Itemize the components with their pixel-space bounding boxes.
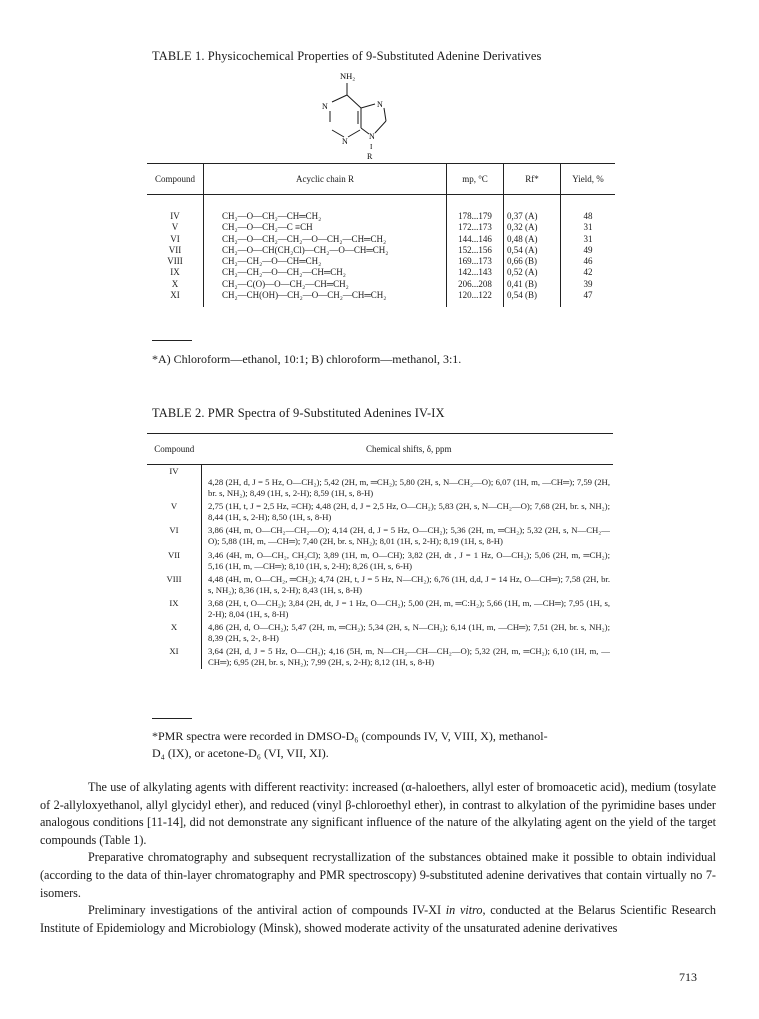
chain-cell: CH₂—CH(OH)—CH₂—O—CH₂—CH═CH₂ (204, 290, 447, 307)
rf-cell: 0,37 (A) (504, 195, 561, 223)
compound-cell: IV (147, 195, 204, 223)
shifts-cell: 4,86 (2H, d, O—CH₂); 5,47 (2H, m, ═CH₂); 5,34 (2H, s, N—CH₂); 6,14 (1H, m, —CH═); 7,51 (2H, br. s, NH₂); 8,39 (2H, s, 2-, 8-H) (208, 622, 610, 644)
compound-cell: X (147, 279, 204, 290)
r-substituent-label: R (367, 152, 373, 161)
chain-cell: CH₂—O—CH₂—CH═CH₂ (204, 195, 447, 223)
compound-cell: XI (147, 644, 202, 668)
table1-caption: TABLE 1. Physicochemical Properties of 9-Substituted Adenine Derivatives (152, 49, 542, 63)
table2-footnote-line2: D₄ (IX), or acetone-D₆ (VI, VII, XI). (152, 746, 329, 760)
table-row (147, 256, 615, 267)
table2-footnote (152, 728, 548, 762)
compound-cell: VIII (147, 572, 202, 596)
footnote-divider (152, 340, 192, 341)
table-row (147, 596, 613, 620)
shifts-cell: 3,86 (4H, m, O—CH₂—CH₂—O); 4,14 (2H, d, J = 5 Hz, O—CH₂); 5,36 (2H, m, ═CH₂); 5,32 (2H, s, N—CH₂—O); 5,88 (1H, m, —CH═); 7,40 (2H, br. s, NH₂); 8,01 (1H, s, 2-H); 8,19 (1H, s, 8-H) (208, 525, 610, 547)
yield-cell: 42 (583, 267, 593, 278)
compound-cell: X (147, 620, 202, 644)
para3-italic: in vitro (445, 903, 483, 918)
compound-cell: V (147, 222, 204, 233)
table1-header-rf: Rf* (504, 164, 561, 195)
compound-cell: VI (147, 523, 202, 547)
rf-cell: 0,32 (A) (504, 222, 561, 233)
mp-cell: 172...173 (447, 222, 504, 233)
table-row (147, 523, 613, 547)
compound-cell: IX (147, 267, 204, 278)
rf-cell: 0,54 (A) (504, 245, 561, 256)
mp-cell: 206...208 (447, 279, 504, 290)
table1-header-yield: Yield, % (561, 164, 616, 195)
body-paragraph-2: Preparative chromatography and subsequent recrystallization of the substances obtained make it possible to obtain individual (according to the data of thin-layer chromatography and PMR spectroscopy) 9-substituted adenine derivatives that contain virtually no 7-isomers. (40, 850, 716, 900)
chain-cell: CH₂—O—CH(CH₂Cl)—CH₂—O—CH═CH₂ (204, 245, 447, 256)
footnote-divider (152, 718, 192, 719)
rf-cell: 0,48 (A) (504, 234, 561, 245)
table-row (147, 644, 613, 668)
compound-cell: IX (147, 596, 202, 620)
page-number: 713 (679, 970, 697, 984)
table2-header-compound: Compound (147, 434, 202, 465)
table-row (147, 222, 615, 233)
shifts-cell: 3,68 (2H, t, O—CH₂); 3,84 (2H, dt, J = 1 Hz, O—CH₂); 5,00 (2H, m, ═C:H₂); 5,66 (1H, m, —CH═); 7,95 (1H, s, 2-H); 8,04 (1H, s, 8-H) (208, 597, 610, 620)
table1 (147, 163, 615, 307)
table1-header-chain: Acyclic chain R (204, 164, 447, 195)
body-text (40, 779, 716, 937)
ring-n3-label: N (342, 137, 348, 146)
chain-cell: CH₂—CH₂—O—CH═CH₂ (204, 256, 447, 267)
para3-after: , conducted at the Belarus Scientific Research Institute of Epidemiology and Microbiology (Minsk), showed moderate activity of the unsaturated adenine derivatives (40, 903, 716, 935)
table1-header-compound: Compound (147, 164, 204, 195)
shifts-cell: 2,75 (1H, t, J = 2,5 Hz, ≡CH); 4,48 (2H, d, J = 2,5 Hz, O—CH₂); 5,83 (2H, s, N—CH₂—O); 7,68 (2H, br. s, NH₂); 8,44 (1H, s, 2-H); 8,50 (1H, s, 8-H) (208, 501, 610, 523)
amino-group-label: NH₂ (340, 71, 356, 81)
rf-cell: 0,52 (A) (504, 267, 561, 278)
table1-header-mp: mp, °C (447, 164, 504, 195)
ring-n9-label: N (369, 132, 375, 141)
table-row (147, 572, 613, 596)
table-row (147, 245, 615, 256)
compound-cell: V (147, 499, 202, 523)
body-paragraph-3 (40, 902, 716, 937)
chain-cell: CH₂—O—CH₂—C ≡CH (204, 222, 447, 233)
chain-cell: CH₂—CH₂—O—CH₂—CH═CH₂ (204, 267, 447, 278)
table-row (147, 499, 613, 523)
chain-cell: CH₂—C(O)—O—CH₂—CH═CH₂ (204, 279, 447, 290)
yield-cell: 46 (583, 256, 593, 267)
ring-n1-label: N (322, 102, 328, 111)
table-row (147, 620, 613, 644)
yield-cell: 31 (583, 222, 593, 233)
table1-header-row (147, 164, 615, 195)
mp-cell: 169...173 (447, 256, 504, 267)
table-row (147, 465, 613, 500)
table-row (147, 548, 613, 572)
yield-cell: 48 (583, 211, 593, 221)
table2-caption: TABLE 2. PMR Spectra of 9-Substituted Adenines IV-IX (152, 406, 445, 420)
chain-cell: CH₂—O—CH₂—CH₂—O—CH₂—CH═CH₂ (204, 234, 447, 245)
table2-footnote-line1: *PMR spectra were recorded in DMSO-D₆ (compounds IV, V, VIII, X), methanol- (152, 729, 548, 743)
compound-cell: VII (147, 548, 202, 572)
mp-cell: 142...143 (447, 267, 504, 278)
compound-cell: VII (147, 245, 204, 256)
table-row (147, 267, 615, 278)
shifts-cell: 3,64 (2H, d, J = 5 Hz, O—CH₂); 4,16 (5H, m, N—CH₂—CH—CH₂—O); 5,32 (2H, m, ═CH₂); 6,10 (1H, m, —CH═); 6,95 (2H, br. s, NH₂); 7,99 (2H, s, 2-H); 8,12 (1H, s, 8-H) (208, 646, 610, 668)
table2 (147, 433, 613, 669)
compound-cell: IV (147, 465, 202, 500)
compound-cell: VI (147, 234, 204, 245)
r-bond-label: I (370, 143, 373, 151)
compound-cell: VIII (147, 256, 204, 267)
rf-cell: 0,66 (B) (504, 256, 561, 267)
yield-cell: 39 (583, 278, 593, 289)
mp-cell: 178...179 (447, 195, 504, 223)
rf-cell: 0,41 (B) (504, 279, 561, 290)
table2-header-row (147, 434, 613, 465)
shifts-cell: 4,28 (2H, d, J = 5 Hz, O—CH₂); 5,42 (2H, m, ═CH₂); 5,80 (2H, s, N—CH₂—O); 6,07 (1H, m, —CH═); 7,59 (2H, br. s, NH₂); 8,49 (1H, s, 2-H); 8,59 (1H, s, 8-H) (208, 477, 610, 499)
table-row (147, 279, 615, 290)
mp-cell: 120...122 (447, 290, 504, 307)
yield-cell: 47 (583, 290, 593, 301)
table-row (147, 290, 615, 307)
table2-header-shifts: Chemical shifts, δ, ppm (202, 434, 614, 465)
shifts-cell: 4,48 (4H, m, O—CH₂, ═CH₂); 4,74 (2H, t, J = 5 Hz, N—CH₂); 6,76 (1H, d,d, J = 14 Hz, O—CH═); 7,58 (2H, br. s, NH₂); 8,36 (1H, s, 2-H); 8,43 (1H, s, 8-H) (208, 573, 610, 595)
mp-cell: 152...156 (447, 245, 504, 256)
compound-cell: XI (147, 290, 204, 307)
rf-cell: 0,54 (B) (504, 290, 561, 307)
para3-before: Preliminary investigations of the antiviral action of compounds IV-XI (88, 903, 446, 918)
shifts-cell: 3,46 (4H, m, O—CH₂, CH₂Cl); 3,89 (1H, m, O—CH); 3,82 (2H, dt , J = 1 Hz, O—CH₂); 5,06 (2H, m, ═CH₂); 5,16 (1H, m, —CH═); 8,10 (1H, s, 2-H); 8,26 (1H, s, 6-H) (208, 549, 610, 571)
table-row (147, 234, 615, 245)
table-row (147, 195, 615, 223)
yield-cell: 31 (583, 233, 593, 244)
yield-cell: 49 (583, 244, 593, 255)
ring-n7-label: N (377, 100, 383, 109)
table1-footnote: *A) Chloroform—ethanol, 10:1; B) chloroform—methanol, 3:1. (152, 352, 462, 366)
mp-cell: 144...146 (447, 234, 504, 245)
adenine-structure-diagram (300, 66, 410, 162)
body-paragraph-1: The use of alkylating agents with different reactivity: increased (α-haloethers, allyl ester of bromoacetic acid), medium (tosylate of 2-allyloxyethanol, allyl glycidyl ether), and reduced (vinyl β-chloroethyl ether), in contrast to alkylation of the pyrimidine bases under analogous conditions [11-14], did not demonstrate any significant influence of the nature of the alkylating agent on the yield of the target compounds (Table 1). (40, 780, 716, 847)
